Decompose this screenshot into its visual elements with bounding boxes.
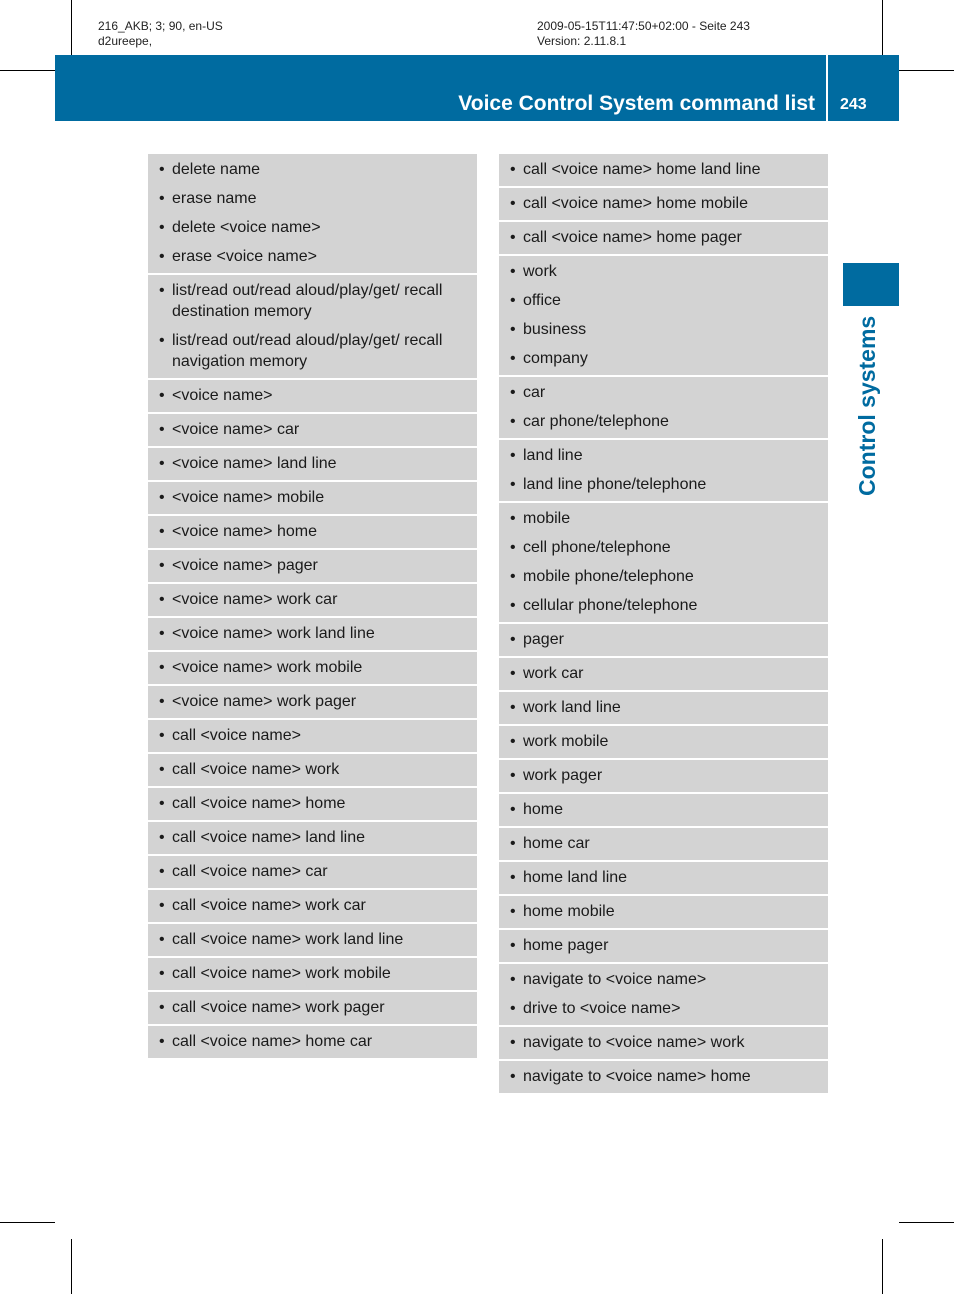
- command-item: • home land line: [510, 867, 820, 888]
- command-item: • call <voice name> home car: [159, 1031, 469, 1052]
- command-cell: [148, 686, 477, 720]
- command-item: • <voice name> work car: [159, 589, 469, 610]
- command-item: • call <voice name> home land line: [510, 159, 820, 180]
- command-column-left: [148, 154, 477, 1060]
- command-item: • work mobile: [510, 731, 820, 752]
- command-item: • delete <voice name>: [159, 217, 469, 238]
- command-cell: [148, 154, 477, 275]
- command-item: • car: [510, 382, 820, 403]
- command-cell: [148, 652, 477, 686]
- command-cell: [499, 692, 828, 726]
- page-number: 243: [840, 96, 867, 113]
- command-item: • work pager: [510, 765, 820, 786]
- command-item: • call <voice name> work: [159, 759, 469, 780]
- command-item: • erase <voice name>: [159, 246, 469, 267]
- command-cell: [499, 828, 828, 862]
- command-cell: [148, 890, 477, 924]
- command-cell: [148, 448, 477, 482]
- command-cell: [148, 380, 477, 414]
- command-cell: [499, 1061, 828, 1095]
- command-item: • call <voice name> home pager: [510, 227, 820, 248]
- command-item: • company: [510, 348, 820, 369]
- crop-mark: [882, 0, 883, 55]
- command-cell: [499, 377, 828, 440]
- command-item: • navigate to <voice name> home: [510, 1066, 820, 1087]
- command-column-right: [499, 154, 828, 1095]
- print-meta-right: [537, 19, 750, 49]
- command-item: • call <voice name> work pager: [159, 997, 469, 1018]
- command-item: • call <voice name>: [159, 725, 469, 746]
- command-item: • <voice name> mobile: [159, 487, 469, 508]
- command-item: • call <voice name> work car: [159, 895, 469, 916]
- command-item: • <voice name> home: [159, 521, 469, 542]
- command-cell: [499, 760, 828, 794]
- command-cell: [499, 726, 828, 760]
- page-title: Voice Control System command list: [458, 92, 815, 115]
- crop-mark: [71, 1239, 72, 1294]
- command-item: • office: [510, 290, 820, 311]
- command-cell: [499, 624, 828, 658]
- command-cell: [148, 414, 477, 448]
- command-item: • <voice name>: [159, 385, 469, 406]
- command-item: • list/read out/read aloud/play/get/ recall destination memory: [159, 280, 469, 322]
- command-item: • work land line: [510, 697, 820, 718]
- command-cell: [148, 516, 477, 550]
- command-item: • <voice name> pager: [159, 555, 469, 576]
- command-cell: [148, 275, 477, 380]
- command-item: • <voice name> land line: [159, 453, 469, 474]
- command-item: • land line phone/telephone: [510, 474, 820, 495]
- command-item: • car phone/telephone: [510, 411, 820, 432]
- command-cell: [148, 924, 477, 958]
- crop-mark: [899, 1222, 954, 1223]
- command-item: • <voice name> work pager: [159, 691, 469, 712]
- command-item: • erase name: [159, 188, 469, 209]
- command-cell: [499, 1027, 828, 1061]
- command-item: • work: [510, 261, 820, 282]
- command-cell: [148, 618, 477, 652]
- command-item: • call <voice name> work land line: [159, 929, 469, 950]
- header-divider: [826, 55, 828, 121]
- command-cell: [499, 658, 828, 692]
- command-cell: [499, 896, 828, 930]
- command-cell: [148, 856, 477, 890]
- command-item: • home car: [510, 833, 820, 854]
- command-item: • cellular phone/telephone: [510, 595, 820, 616]
- command-item: • call <voice name> work mobile: [159, 963, 469, 984]
- command-cell: [148, 482, 477, 516]
- print-meta-line: d2ureepe,: [98, 34, 153, 48]
- command-item: • home pager: [510, 935, 820, 956]
- command-item: • call <voice name> home: [159, 793, 469, 814]
- command-item: • drive to <voice name>: [510, 998, 820, 1019]
- command-cell: [148, 550, 477, 584]
- command-item: • cell phone/telephone: [510, 537, 820, 558]
- crop-mark: [899, 70, 954, 71]
- command-cell: [148, 584, 477, 618]
- command-cell: [499, 222, 828, 256]
- command-item: • home: [510, 799, 820, 820]
- command-item: • <voice name> work land line: [159, 623, 469, 644]
- crop-mark: [71, 0, 72, 55]
- command-item: • mobile phone/telephone: [510, 566, 820, 587]
- command-cell: [499, 503, 828, 624]
- command-cell: [499, 794, 828, 828]
- command-cell: [148, 958, 477, 992]
- command-cell: [499, 188, 828, 222]
- side-section-label: Control systems: [854, 315, 880, 496]
- command-item: • call <voice name> land line: [159, 827, 469, 848]
- command-cell: [499, 964, 828, 1027]
- command-cell: [499, 154, 828, 188]
- command-cell: [499, 862, 828, 896]
- print-meta-line: Version: 2.11.8.1: [537, 34, 627, 48]
- command-cell: [148, 1026, 477, 1060]
- command-cell: [499, 256, 828, 377]
- print-meta-line: 216_AKB; 3; 90, en-US: [98, 19, 223, 33]
- command-cell: [499, 440, 828, 503]
- command-item: • call <voice name> home mobile: [510, 193, 820, 214]
- command-item: • business: [510, 319, 820, 340]
- command-item: • navigate to <voice name> work: [510, 1032, 820, 1053]
- command-item: • pager: [510, 629, 820, 650]
- command-item: • mobile: [510, 508, 820, 529]
- crop-mark: [0, 70, 55, 71]
- command-cell: [148, 720, 477, 754]
- command-cell: [148, 754, 477, 788]
- command-item: • work car: [510, 663, 820, 684]
- command-cell: [148, 992, 477, 1026]
- command-item: • land line: [510, 445, 820, 466]
- command-item: • navigate to <voice name>: [510, 969, 820, 990]
- command-cell: [499, 930, 828, 964]
- print-meta-left: [98, 19, 223, 49]
- header-bar: [55, 55, 899, 121]
- print-meta-line: 2009-05-15T11:47:50+02:00 - Seite 243: [537, 19, 750, 33]
- command-item: • delete name: [159, 159, 469, 180]
- crop-mark: [882, 1239, 883, 1294]
- command-cell: [148, 788, 477, 822]
- crop-mark: [0, 1222, 55, 1223]
- command-item: • home mobile: [510, 901, 820, 922]
- command-item: • <voice name> car: [159, 419, 469, 440]
- command-cell: [148, 822, 477, 856]
- command-item: • call <voice name> car: [159, 861, 469, 882]
- command-item: • list/read out/read aloud/play/get/ recall navigation memory: [159, 330, 469, 372]
- side-tab: [843, 263, 899, 306]
- command-item: • <voice name> work mobile: [159, 657, 469, 678]
